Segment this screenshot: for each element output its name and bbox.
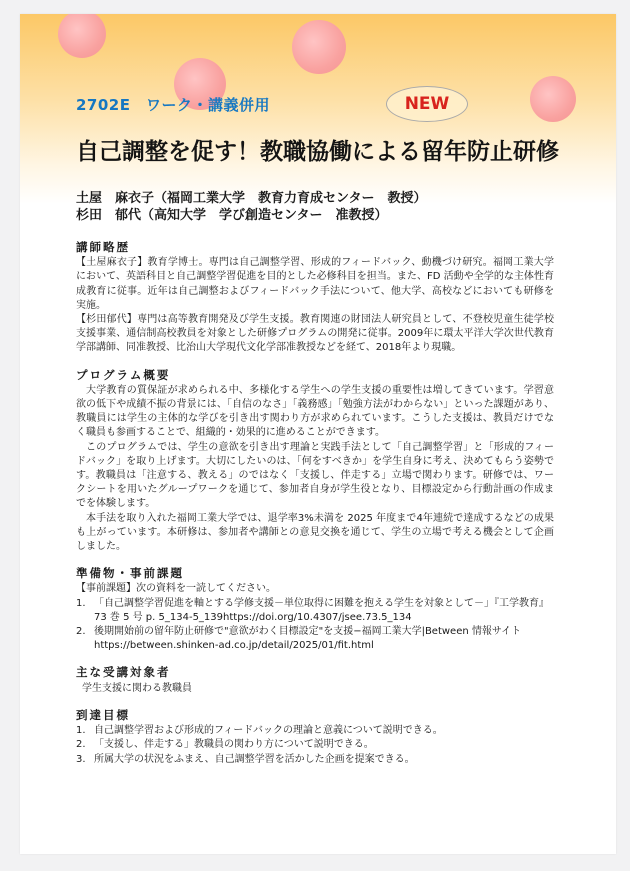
prep-intro: 【事前課題】次の資料を一読してください。 [76,583,276,595]
list-text: 「支援し、伴走する」教職員の関わり方について説明できる。 [94,739,374,751]
section-heading-target: 主な受講対象者 [76,665,171,680]
speaker-name: 杉田 郁代（高知大学 学び創造センター 准教授） [76,208,388,223]
target-audience-text: 学生支援に関わる教職員 [82,682,192,694]
list-item [76,625,554,653]
bio-paragraph: 【土屋麻衣子】教育学博士。専門は自己調整学習、形成的フィードバック、動機づけ研究。福岡工業大学において、英語科目と自己調整学習促進を目的とした必修科目を担当。また、FD 活動や全学的な主体性育成教育に従事。近年は自己調整およびフィードバック手法について、他大学、高校などにおいても研修を実施。 [76,257,554,311]
decorative-circle [530,76,576,122]
list-text: 所属大学の状況をふまえ、自己調整学習を活かした企画を提案できる。 [94,753,415,765]
main-content [76,240,554,767]
speaker-list [76,190,426,224]
list-number: 1. [76,725,86,737]
new-badge: NEW [386,86,468,122]
list-text: 「自己調整学習促進を軸とする学修支援－単位取得に困難を抱える学生を対象として－」『工学教育』73 巻 5 号 p. 5_134-5_139https://doi.org/10.4307/jsee.73.5_134 [94,597,549,623]
speaker-name: 土屋 麻衣子（福岡工業大学 教育力育成センター 教授） [76,191,427,206]
overview-paragraph: 大学教育の質保証が求められる中、多様化する学生への学生支援の重要性は増してきています。学習意欲の低下や成績不振の背景には、「自信のなさ」「義務感」「勉強方法がわからない」といった課題があり、教職員には学生の主体的な学びを引き出す関わり方が求められています。こうした支援は、教員だけでなく職員も参画することで、組織的・効果的に進めることができます。 [76,384,554,439]
overview-paragraph: 本手法を取り入れた福岡工業大学では、退学率3%未満を 2025 年度まで4年連続で達成するなどの成果も上がっています。本研修は、参加者や講師との意見交換を通じて、学生の立場で考える機会として企画しました。 [76,512,554,553]
list-item [76,753,554,767]
decorative-circle [292,20,346,74]
section-heading-overview: プログラム概要 [76,367,171,382]
document-page [20,14,616,854]
list-number: 2. [76,626,86,638]
section-heading-prep: 準備物・事前課題 [76,566,184,581]
section-heading-goals: 到達目標 [76,707,130,722]
page-title: 自己調整を促す！教職協働による留年防止研修 [76,139,559,165]
decorative-circle [58,14,106,58]
list-number: 2. [76,739,86,751]
bio-paragraph: 【杉田郁代】専門は高等教育開発及び学生支援。教育関連の財団法人研究員として、不登校児童生徒学校支援事業、通信制高校教員を対象とした研修プログラムの開発に従事。2009年に環太平洋大学次世代教育学部講師、同准教授、比治山大学現代文化学部准教授などを経て、2018年より現職。 [76,314,554,354]
list-item [76,597,554,625]
list-item [76,738,554,752]
list-text: 自己調整学習および形成的フィードバックの理論と意義について説明できる。 [94,725,443,737]
list-number: 3. [76,753,86,765]
list-item [76,724,554,738]
overview-paragraph: このプログラムでは、学生の意欲を引き出す理論と実践手法として「自己調整学習」と「形成的フィードバック」を取り上げます。大切にしたいのは、「何をすべきか」を学生自身に考え、決めてもらう姿勢です。教職員は「注意する、教える」のではなく「支援し、伴走する」立場で関わります。研修では、ワークシートを用いたグループワークを通じて、参加者自身が学生役となり、目標設定から行動計画の作成までを体験します。 [76,441,554,510]
section-heading-bio: 講師略歴 [76,240,130,254]
list-number: 1. [76,597,86,609]
header-banner [20,14,616,204]
course-code: 2702E ワーク・講義併用 [76,96,270,114]
list-text: 後期開始前の留年防止研修で"意欲がわく目標設定"を支援−福岡工業大学|Between 情報サイト https://between.shinken-ad.co.jp/detail/2025/01/fit.html [94,626,522,652]
